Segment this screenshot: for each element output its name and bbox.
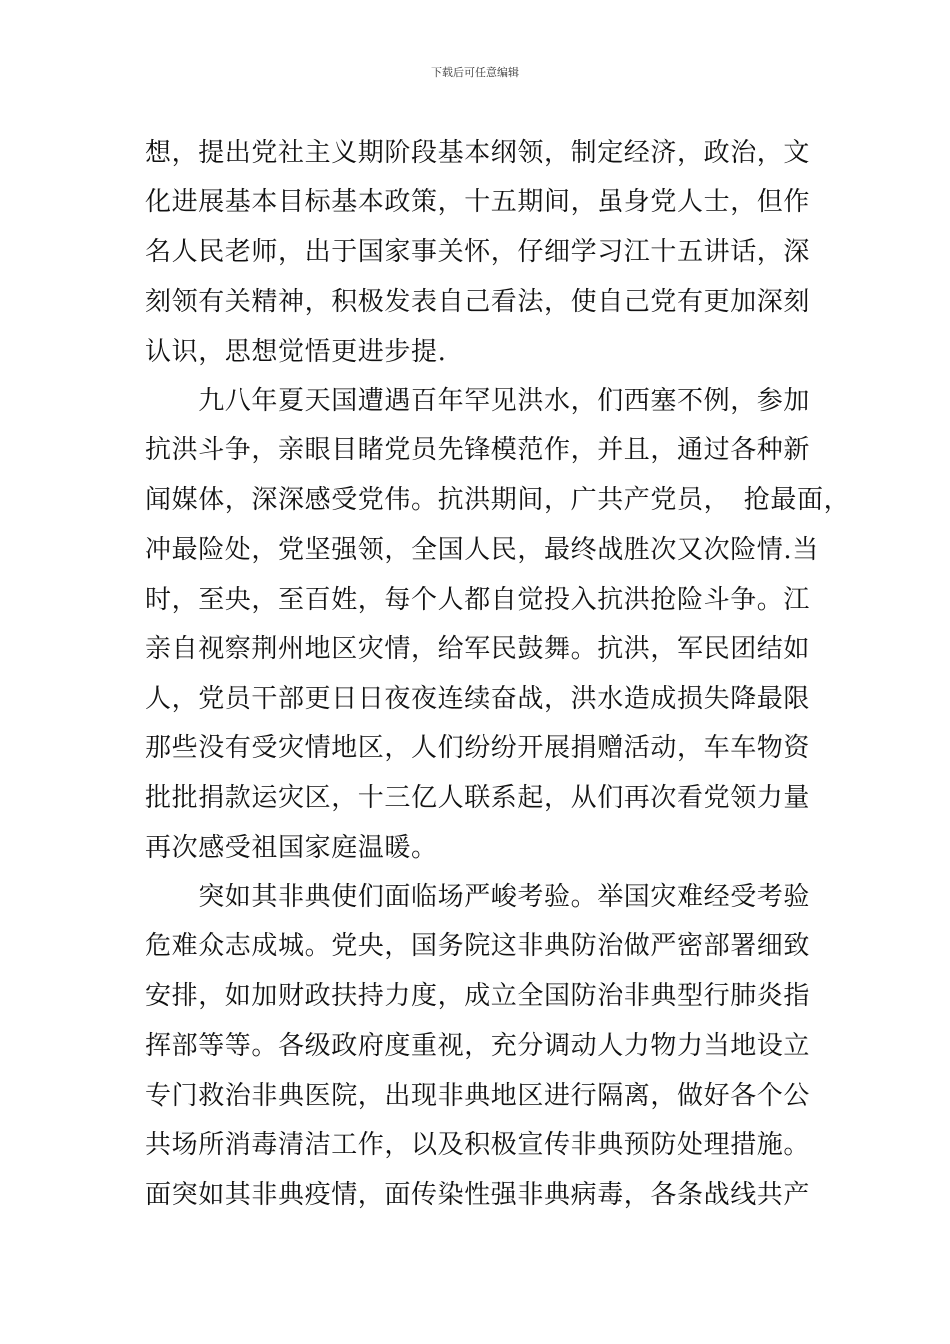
text-line: 突如其非典使们面临场严峻考验。举国灾难经受考验 bbox=[145, 882, 811, 912]
text-line: 共场所消毒清洁工作，以及积极宣传非典预防处理措施。 bbox=[145, 1130, 811, 1160]
text-line: 认识，思想觉悟更进步提. bbox=[145, 337, 447, 367]
text-line: 想，提出党社主义期阶段基本纲领，制定经济，政治，文 bbox=[145, 138, 811, 168]
text-line: 危难众志成城。党央，国务院这非典防治做严密部署细致 bbox=[145, 931, 811, 961]
text-line: 批批捐款运灾区，十三亿人联系起，从们再次看党领力量 bbox=[145, 783, 811, 813]
text-line: 冲最险处，党坚强领，全国人民，最终战胜次又次险情.当 bbox=[145, 535, 819, 565]
text-line: 再次感受祖国家庭温暖。 bbox=[145, 833, 438, 863]
text-line: 时，至央，至百姓，每个人都自觉投入抗洪抢险斗争。江 bbox=[145, 585, 811, 615]
text-line: 名人民老师，出于国家事关怀，仔细学习江十五讲话，深 bbox=[145, 237, 811, 267]
page-header: 下载后可任意编辑 bbox=[431, 66, 519, 79]
text-line: 那些没有受灾情地区，人们纷纷开展捐赠活动，车车物资 bbox=[145, 733, 811, 763]
text-line: 挥部等等。各级政府度重视，充分调动人力物力当地设立 bbox=[145, 1031, 811, 1061]
text-line: 面突如其非典疫情，面传染性强非典病毒，各条战线共产 bbox=[145, 1180, 811, 1210]
text-line: 九八年夏天国遭遇百年罕见洪水，们西塞不例，参加 bbox=[145, 386, 811, 416]
text-line: 抗洪斗争，亲眼目睹党员先锋模范作，并且，通过各种新 bbox=[145, 435, 811, 465]
text-line: 刻领有关精神，积极发表自己看法，使自己党有更加深刻 bbox=[145, 287, 811, 317]
text-line: 闻媒体，深深感受党伟。抗洪期间，广共产党员， 抢最面， bbox=[145, 485, 851, 515]
text-line: 安排，如加财政扶持力度，成立全国防治非典型行肺炎指 bbox=[145, 981, 811, 1011]
text-line: 化进展基本目标基本政策，十五期间，虽身党人士，但作 bbox=[145, 187, 811, 217]
text-line: 人，党员干部更日日夜夜连续奋战，洪水造成损失降最限 bbox=[145, 684, 811, 714]
text-line: 亲自视察荆州地区灾情，给军民鼓舞。抗洪，军民团结如 bbox=[145, 634, 811, 664]
text-line: 专门救治非典医院，出现非典地区进行隔离，做好各个公 bbox=[145, 1081, 811, 1111]
